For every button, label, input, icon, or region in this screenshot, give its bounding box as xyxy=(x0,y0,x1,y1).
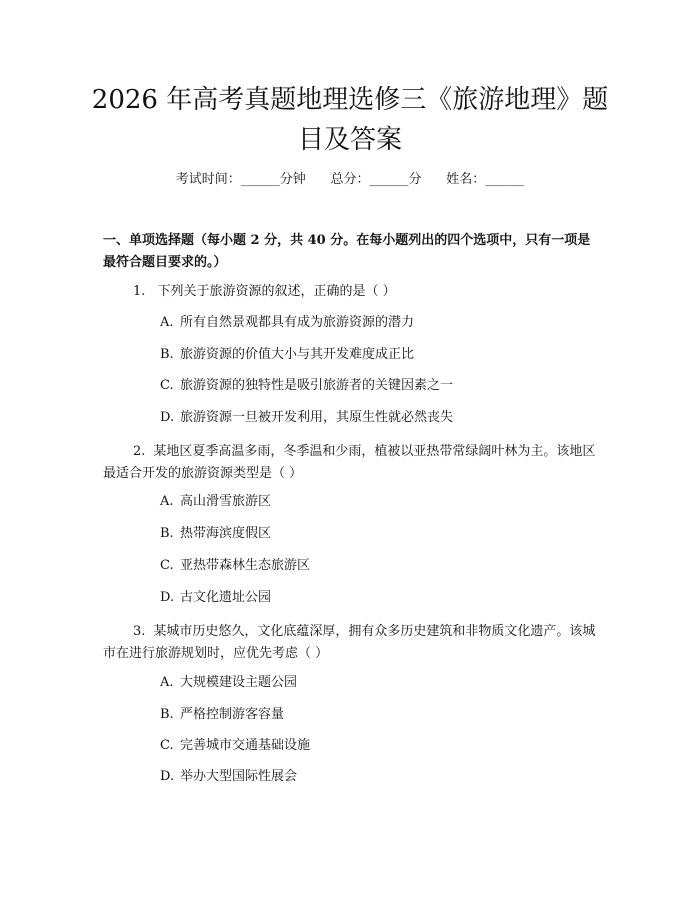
option-letter: B. xyxy=(160,526,174,541)
option-letter: D. xyxy=(160,590,175,605)
option-text: 完善城市交通基础设施 xyxy=(180,738,311,753)
option-letter: B. xyxy=(160,347,174,362)
option-1d xyxy=(160,408,453,428)
option-text: 亚热带森林生态旅游区 xyxy=(180,558,311,573)
option-2d xyxy=(160,588,271,608)
option-text: 旅游资源的价值大小与其开发难度成正比 xyxy=(180,347,415,362)
option-text: 严格控制游客容量 xyxy=(180,707,285,722)
option-letter: C. xyxy=(160,738,174,753)
option-text: 举办大型国际性展会 xyxy=(180,769,298,784)
option-letter: D. xyxy=(160,410,175,425)
title-line-1: 2026 年高考真题地理选修三《旅游地理》题 xyxy=(91,85,609,115)
option-letter: B. xyxy=(160,707,174,722)
document-title xyxy=(60,80,640,160)
option-3b xyxy=(160,705,284,725)
option-1b xyxy=(160,345,414,365)
option-2a xyxy=(160,492,271,512)
option-text: 旅游资源一旦被开发利用，其原生性就必然丧失 xyxy=(180,410,454,425)
option-letter: C. xyxy=(160,558,174,573)
option-text: 古文化遗址公园 xyxy=(180,590,272,605)
option-text: 所有自然景观都具有成为旅游资源的潜力 xyxy=(180,315,415,330)
option-text: 高山滑雪旅游区 xyxy=(180,494,272,509)
option-letter: D. xyxy=(160,769,175,784)
question-number: 2. xyxy=(133,444,146,459)
option-letter: A. xyxy=(160,675,174,690)
option-3a xyxy=(160,673,297,693)
option-3d xyxy=(160,767,297,787)
question-text: 下列关于旅游资源的叙述，正确的是（ ） xyxy=(157,284,396,299)
section-heading: 一、单项选择题（每小题 2 分，共 40 分。在每小题列出的四个选项中，只有一项是最符合题目要求的。） xyxy=(103,233,591,270)
option-1a xyxy=(160,313,414,333)
option-3c xyxy=(160,736,310,756)
option-2c xyxy=(160,556,310,576)
option-text: 大规模建设主题公园 xyxy=(180,675,298,690)
option-2b xyxy=(160,524,271,544)
option-text: 热带海滨度假区 xyxy=(180,526,272,541)
question-2 xyxy=(103,441,603,485)
question-number: 1. xyxy=(133,284,146,299)
question-number: 3. xyxy=(133,624,146,639)
option-letter: C. xyxy=(160,378,174,393)
option-letter: A. xyxy=(160,315,174,330)
question-1 xyxy=(133,281,603,303)
exam-info-line: 考试时间：______分钟 总分：______分 姓名：______ xyxy=(175,172,525,187)
question-3 xyxy=(103,621,603,665)
option-1c xyxy=(160,376,453,396)
option-letter: A. xyxy=(160,494,174,509)
title-line-2: 目及答案 xyxy=(297,125,402,155)
option-text: 旅游资源的独特性是吸引旅游者的关键因素之一 xyxy=(180,378,454,393)
question-text: 某城市历史悠久，文化底蕴深厚，拥有众多历史建筑和非物质文化遗产。该城市在进行旅游规划时，应优先考虑（ ） xyxy=(103,624,596,661)
question-text: 某地区夏季高温多雨，冬季温和少雨，植被以亚热带常绿阔叶林为主。该地区最适合开发的旅游资源类型是（ ） xyxy=(103,444,596,481)
